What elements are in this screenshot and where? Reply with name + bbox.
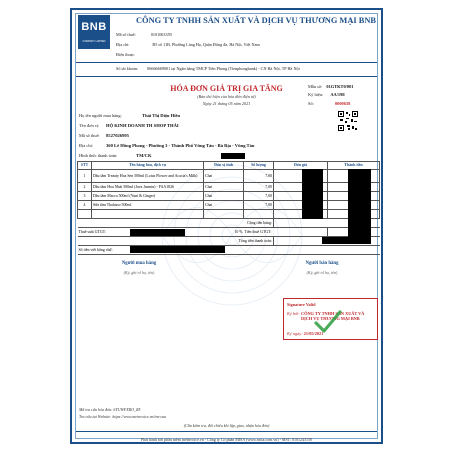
serial-row: [308, 92, 345, 97]
redacted-totals: [348, 219, 371, 239]
row-unit: Chai: [204, 170, 244, 183]
seller-account-row: [116, 66, 300, 71]
blank-row: [78, 210, 380, 219]
vat-row: [78, 228, 380, 237]
invoice-date: Ngày 21 tháng 05 năm 2021: [202, 101, 251, 106]
redacted-amount-words: [130, 246, 225, 253]
lookup-code: Mã tra cứu hóa đơn: 6YUWFXRO_R5: [79, 407, 141, 412]
number-row: [308, 101, 350, 106]
table-row: [78, 170, 380, 183]
form-number-row: [308, 84, 353, 89]
header-amount: Thành tiền: [328, 162, 380, 170]
row-unit: Chai: [204, 183, 244, 192]
total-goods-label: Cộng tiền hàng:: [78, 219, 274, 228]
issuer-line: Phát hành bởi phần mềm meInvoice.vn - Công ty Cổ phần MISA (www.misa.com.vn) - MST: 0101243150: [140, 437, 313, 442]
stamp-signed-by-label: Ký bởi:: [287, 311, 300, 316]
seller-account-label: Số tài khoản:: [116, 66, 139, 71]
row-name: Dầu tắm Macca 500ml (Yuni & Ginger): [92, 192, 204, 201]
vat-rate: 10 %: [204, 228, 244, 237]
stamp-date: 21/05/2021: [303, 331, 324, 336]
company-logo: [78, 15, 110, 49]
stamp-title: Signature Valid: [287, 302, 316, 307]
items-header-row: [78, 162, 380, 170]
row-name: Dầu tắm Hoa Nhài 500ml (Java Jasmin) - FAA1826: [92, 183, 204, 192]
header-divider: [76, 62, 377, 63]
seller-address: B5 số 11B, Phường Láng Hạ, Quận Đống đa, Hà Nội, Việt Nam: [152, 42, 260, 47]
invoice-subtitle: (Bản thể hiện của hóa đơn điện tử): [197, 94, 256, 99]
seller-account: 06666669001 tại Ngân hàng TMCP Tiên Phong (Tienphongbank) - CN Hà Nội, TP Hà Nội: [147, 66, 300, 71]
seller-tax-code: 0101063359: [150, 32, 172, 37]
row-qty: 7,00: [244, 183, 274, 192]
table-row: [78, 201, 380, 210]
buyer-unit: HỘ KINH DOANH TH SHOP THÁI: [106, 123, 179, 128]
vat-rate-label: Thuế suất GTGT:: [78, 228, 204, 237]
serial-value: AA/19E: [330, 92, 346, 97]
header-price: Đơn giá: [274, 162, 328, 170]
invoice-page: [70, 8, 383, 444]
buyer-signature-label: Người mua hàng: [121, 261, 157, 266]
buyer-tax: 8527026995: [106, 133, 129, 138]
seller-address-label: Địa chỉ:: [116, 42, 130, 47]
header-qty: Số lượng: [244, 162, 274, 170]
vat-amount-label: Tiền thuế GTGT:: [244, 228, 328, 237]
row-unit: Chai: [204, 201, 244, 210]
payment-method: TM/CK: [136, 153, 152, 158]
serial-label: Ký hiệu:: [308, 92, 324, 97]
table-row: [78, 183, 380, 192]
number-label: Số:: [308, 101, 314, 106]
invoice-title: HÓA ĐƠN GIÁ TRỊ GIA TĂNG: [170, 84, 283, 93]
seller-company-name: CÔNG TY TNHH SẢN XUẤT VÀ DỊCH VỤ THƯƠNG MẠI BNB: [136, 16, 376, 25]
row-stt: 1: [78, 170, 92, 183]
logo-brand: BNB: [81, 21, 107, 33]
footer-divider: [76, 431, 377, 432]
number-value: 0000658: [334, 101, 351, 106]
buyer-name-label: Họ tên người mua hàng:: [79, 113, 122, 118]
grand-total-label: Tổng tiền thanh toán:: [78, 237, 274, 246]
redacted-unit-prices: [302, 169, 323, 219]
check-mark-icon: [314, 309, 342, 335]
stamp-date-label: Ký ngày:: [287, 331, 303, 336]
table-row: [78, 192, 380, 201]
header-stt: STT: [78, 162, 92, 170]
row-stt: 2: [78, 183, 92, 192]
redacted-vat-area: [130, 229, 185, 236]
logo-tagline: COMPANY LIMITED: [82, 40, 106, 43]
seller-address-row: [116, 42, 260, 47]
seller-signature-label: Người bán hàng: [305, 261, 339, 266]
buyer-unit-label: Tên đơn vị:: [79, 123, 100, 128]
seller-tax-label: Mã số thuế:: [116, 32, 136, 37]
buyer-address-label: Địa chỉ:: [79, 143, 94, 148]
header-divider-2: [76, 76, 377, 77]
row-stt: 3: [78, 192, 92, 201]
row-qty: 7,00: [244, 170, 274, 183]
row-stt: 4: [78, 201, 92, 210]
buyer-tax-label: Mã số thuế:: [79, 133, 100, 138]
form-value: 01GTKT0/001: [326, 84, 354, 89]
seller-signature-note: (Ký, ghi rõ họ, tên): [306, 270, 338, 275]
form-label: Mẫu số:: [308, 84, 323, 89]
redacted-grand-total: [322, 237, 371, 244]
seller-phone-row: [116, 52, 135, 57]
buyer-name: Thái Thị Diệu Hiền: [142, 113, 181, 118]
row-unit: Chai: [204, 192, 244, 201]
header-unit: Đơn vị tính: [204, 162, 244, 170]
row-name: Dầu tắm Treaaty Hoa Sen 500ml (Lotus Flower and Acacia's Milk): [92, 170, 204, 183]
row-name: Sữa tắm Thalasso 500ml: [92, 201, 204, 210]
amount-words-label: Số tiền viết bằng chữ:: [78, 246, 380, 255]
seller-phone-label: Điện thoại:: [116, 52, 135, 57]
payment-label: Hình thức thanh toán:: [79, 153, 118, 158]
row-qty: 7,00: [244, 192, 274, 201]
row-qty: 7,00: [244, 201, 274, 210]
lookup-site[interactable]: Tra cứu tại Website: https://www.meinvoice.vn/tra-cuu: [79, 414, 167, 419]
buyer-address: 360 Lê Hồng Phong - Phường 3 - Thành Phố Vũng Tàu - Bà Rịa - Vũng Tàu: [106, 143, 255, 148]
signature-valid-stamp: [283, 298, 378, 340]
seller-tax-row: [116, 32, 172, 37]
amount-words-row: [78, 246, 380, 255]
redacted-bank-account: [221, 153, 245, 159]
redacted-amounts: [348, 169, 371, 219]
buyer-signature-note: (Ký, ghi rõ họ, tên): [123, 270, 155, 275]
header-name: Tên hàng hóa, dịch vụ: [92, 162, 204, 170]
total-goods-row: [78, 219, 380, 228]
qr-code-icon: [338, 111, 358, 131]
stamp-signed-by: CÔNG TY TNHH SẢN XUẤT VÀ DỊCH VỤ THƯƠNG MẠI BNB: [301, 311, 365, 321]
footer-note: (Cần kiểm tra, đối chiếu khi lập, giao, nhận hóa đơn): [183, 423, 270, 428]
